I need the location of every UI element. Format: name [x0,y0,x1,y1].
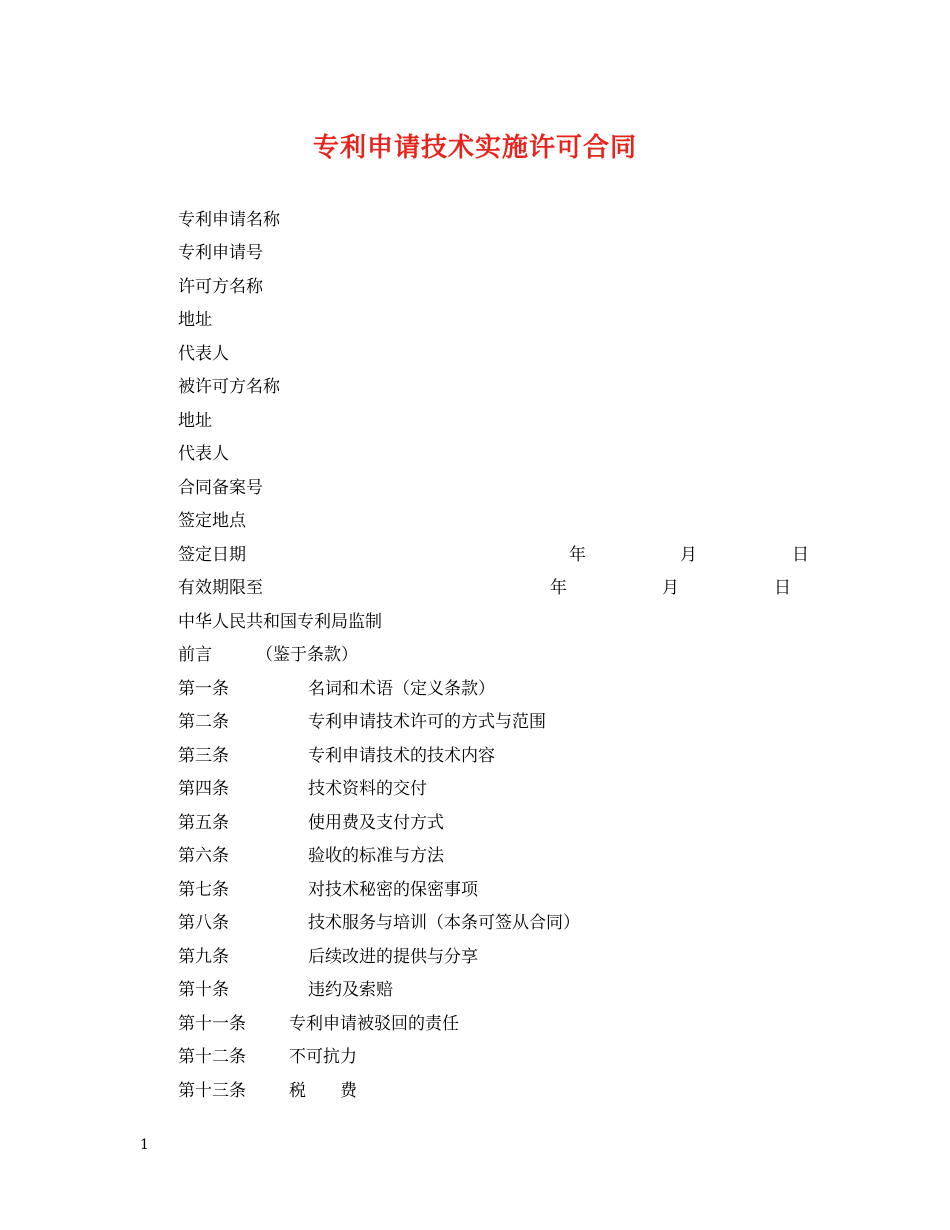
article-number: 第五条 [178,813,229,833]
field-sign-date-row [178,540,838,570]
article-number: 第二条 [178,712,229,732]
field-filing-number: 合同备案号 [178,478,263,498]
article-number: 第一条 [178,679,229,699]
field-sign-place: 签定地点 [178,511,246,531]
validity-day: 日 [774,578,791,598]
article-title: 不可抗力 [289,1047,357,1067]
article-title: 对技术秘密的保密事项 [308,880,478,900]
article-title: 违约及索赔 [308,980,393,1000]
article-number: 第九条 [178,947,229,967]
article-row [178,1076,778,1106]
field-supervisor: 中华人民共和国专利局监制 [178,612,382,632]
field-licensor-name: 许可方名称 [178,277,263,297]
article-row [178,1042,778,1072]
field-licensee-rep: 代表人 [178,444,229,464]
page-title: 专利申请技术实施许可合同 [312,133,637,163]
article-title: 使用费及支付方式 [308,813,444,833]
article-number: 第四条 [178,779,229,799]
preface-label: 前言 [178,645,212,665]
field-validity: 有效期限至 [178,578,263,598]
article-number: 第八条 [178,913,229,933]
article-row [178,741,778,771]
article-title: 验收的标准与方法 [308,846,444,866]
preface-note: （鉴于条款） [256,645,358,665]
article-row [178,908,778,938]
field-licensee-name: 被许可方名称 [178,377,280,397]
article-title: 专利申请被驳回的责任 [289,1014,459,1034]
page-number: 1 [140,1137,149,1153]
article-number: 第十三条 [178,1081,246,1101]
field-sign-date: 签定日期 [178,545,246,565]
article-title: 税 费 [289,1081,357,1101]
article-number: 第十条 [178,980,229,1000]
article-row [178,975,778,1005]
preface-row [178,640,578,670]
article-row [178,707,778,737]
article-row [178,674,778,704]
field-patent-name: 专利申请名称 [178,210,280,230]
validity-month: 月 [662,578,679,598]
article-title: 专利申请技术的技术内容 [308,746,495,766]
article-number: 第十一条 [178,1014,246,1034]
article-title: 后续改进的提供与分享 [308,947,478,967]
article-number: 第六条 [178,846,229,866]
article-number: 第七条 [178,880,229,900]
article-title: 名词和术语（定义条款） [308,679,495,699]
article-title: 技术服务与培训（本条可签从合同） [308,913,580,933]
article-title: 专利申请技术许可的方式与范围 [308,712,546,732]
article-row [178,875,778,905]
field-patent-number: 专利申请号 [178,243,263,263]
sign-date-year: 年 [569,545,586,565]
article-row [178,808,778,838]
article-row [178,774,778,804]
field-licensee-address: 地址 [178,411,212,431]
field-validity-row [178,573,838,603]
sign-date-month: 月 [680,545,697,565]
validity-year: 年 [550,578,567,598]
article-row [178,1009,778,1039]
field-licensor-rep: 代表人 [178,344,229,364]
sign-date-day: 日 [792,545,809,565]
article-row [178,841,778,871]
article-number: 第十二条 [178,1047,246,1067]
article-number: 第三条 [178,746,229,766]
article-row [178,942,778,972]
article-title: 技术资料的交付 [308,779,427,799]
field-licensor-address: 地址 [178,310,212,330]
